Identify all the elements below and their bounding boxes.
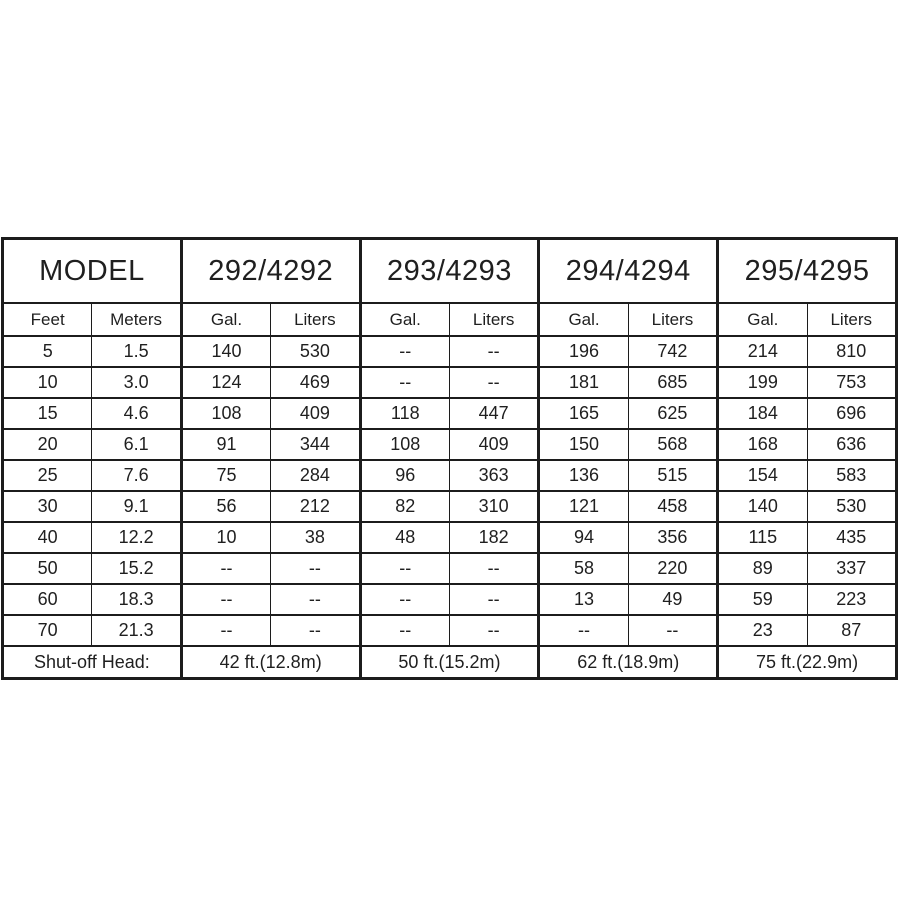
liters-cell: 49 (628, 584, 717, 615)
liters-cell: 435 (807, 522, 896, 553)
feet-header: Feet (3, 303, 92, 336)
model-293-header: 293/4293 (360, 239, 539, 304)
model-292-header: 292/4292 (181, 239, 360, 304)
feet-cell: 20 (3, 429, 92, 460)
feet-cell: 30 (3, 491, 92, 522)
model-295-header: 295/4295 (718, 239, 897, 304)
gal-header-292: Gal. (181, 303, 270, 336)
gal-cell: 154 (718, 460, 807, 491)
gal-cell: 75 (181, 460, 270, 491)
gal-cell: 115 (718, 522, 807, 553)
meters-cell: 4.6 (92, 398, 181, 429)
shutoff-label: Shut-off Head: (3, 646, 182, 679)
gal-cell: -- (181, 584, 270, 615)
gal-cell: 48 (360, 522, 449, 553)
shutoff-value-293: 50 ft.(15.2m) (360, 646, 539, 679)
gal-header-294: Gal. (539, 303, 628, 336)
liters-header-293: Liters (449, 303, 538, 336)
liters-cell: 636 (807, 429, 896, 460)
gal-cell: 184 (718, 398, 807, 429)
table-row (3, 367, 897, 398)
gal-cell: 199 (718, 367, 807, 398)
gal-cell: 121 (539, 491, 628, 522)
feet-cell: 60 (3, 584, 92, 615)
liters-cell: -- (449, 584, 538, 615)
gal-cell: 136 (539, 460, 628, 491)
liters-cell: 625 (628, 398, 717, 429)
table-row (3, 522, 897, 553)
gal-cell: 59 (718, 584, 807, 615)
liters-cell: 356 (628, 522, 717, 553)
feet-cell: 10 (3, 367, 92, 398)
pump-capacity-table (1, 237, 898, 680)
liters-cell: 696 (807, 398, 896, 429)
liters-cell: 310 (449, 491, 538, 522)
gal-cell: 91 (181, 429, 270, 460)
liters-cell: 409 (449, 429, 538, 460)
liters-cell: -- (449, 336, 538, 367)
liters-cell: 38 (271, 522, 360, 553)
gal-cell: 10 (181, 522, 270, 553)
liters-cell: -- (271, 553, 360, 584)
gal-cell: 181 (539, 367, 628, 398)
liters-cell: 568 (628, 429, 717, 460)
table-row (3, 584, 897, 615)
liters-header-294: Liters (628, 303, 717, 336)
shutoff-row (3, 646, 897, 679)
liters-cell: -- (271, 615, 360, 646)
liters-cell: -- (449, 615, 538, 646)
gal-cell: 13 (539, 584, 628, 615)
liters-cell: 337 (807, 553, 896, 584)
meters-cell: 6.1 (92, 429, 181, 460)
liters-cell: 530 (807, 491, 896, 522)
gal-header-293: Gal. (360, 303, 449, 336)
gal-cell: 140 (718, 491, 807, 522)
liters-cell: 87 (807, 615, 896, 646)
liters-cell: -- (628, 615, 717, 646)
liters-cell: -- (271, 584, 360, 615)
liters-cell: 363 (449, 460, 538, 491)
feet-cell: 50 (3, 553, 92, 584)
feet-cell: 5 (3, 336, 92, 367)
liters-cell: 458 (628, 491, 717, 522)
liters-cell: 810 (807, 336, 896, 367)
liters-cell: 583 (807, 460, 896, 491)
gal-cell: 118 (360, 398, 449, 429)
liters-cell: 530 (271, 336, 360, 367)
meters-cell: 1.5 (92, 336, 181, 367)
gal-cell: 96 (360, 460, 449, 491)
gal-cell: 94 (539, 522, 628, 553)
liters-cell: 220 (628, 553, 717, 584)
meters-cell: 3.0 (92, 367, 181, 398)
liters-cell: 753 (807, 367, 896, 398)
feet-cell: 25 (3, 460, 92, 491)
gal-cell: -- (360, 584, 449, 615)
gal-cell: -- (360, 336, 449, 367)
gal-cell: 89 (718, 553, 807, 584)
liters-cell: 742 (628, 336, 717, 367)
liters-header-292: Liters (271, 303, 360, 336)
units-header-row (3, 303, 897, 336)
meters-cell: 12.2 (92, 522, 181, 553)
gal-header-295: Gal. (718, 303, 807, 336)
liters-cell: 469 (271, 367, 360, 398)
table-body (3, 336, 897, 646)
model-294-header: 294/4294 (539, 239, 718, 304)
gal-cell: 108 (181, 398, 270, 429)
liters-cell: 409 (271, 398, 360, 429)
liters-cell: 344 (271, 429, 360, 460)
liters-cell: 284 (271, 460, 360, 491)
liters-cell: 182 (449, 522, 538, 553)
gal-cell: -- (360, 615, 449, 646)
model-header-row (3, 239, 897, 304)
gal-cell: 56 (181, 491, 270, 522)
gal-cell: 196 (539, 336, 628, 367)
meters-cell: 7.6 (92, 460, 181, 491)
gal-cell: 23 (718, 615, 807, 646)
shutoff-value-292: 42 ft.(12.8m) (181, 646, 360, 679)
gal-cell: 214 (718, 336, 807, 367)
gal-cell: -- (360, 553, 449, 584)
table-row (3, 398, 897, 429)
gal-cell: 168 (718, 429, 807, 460)
gal-cell: -- (181, 553, 270, 584)
gal-cell: 150 (539, 429, 628, 460)
gal-cell: -- (181, 615, 270, 646)
feet-cell: 15 (3, 398, 92, 429)
feet-cell: 40 (3, 522, 92, 553)
table-row (3, 553, 897, 584)
liters-cell: 223 (807, 584, 896, 615)
liters-cell: 447 (449, 398, 538, 429)
meters-cell: 21.3 (92, 615, 181, 646)
table-row (3, 336, 897, 367)
meters-cell: 18.3 (92, 584, 181, 615)
gal-cell: 108 (360, 429, 449, 460)
shutoff-value-294: 62 ft.(18.9m) (539, 646, 718, 679)
meters-header: Meters (92, 303, 181, 336)
liters-cell: -- (449, 553, 538, 584)
table-row (3, 491, 897, 522)
liters-cell: -- (449, 367, 538, 398)
liters-header-295: Liters (807, 303, 896, 336)
gal-cell: -- (360, 367, 449, 398)
gal-cell: -- (539, 615, 628, 646)
feet-cell: 70 (3, 615, 92, 646)
gal-cell: 124 (181, 367, 270, 398)
shutoff-value-295: 75 ft.(22.9m) (718, 646, 897, 679)
gal-cell: 165 (539, 398, 628, 429)
liters-cell: 212 (271, 491, 360, 522)
gal-cell: 58 (539, 553, 628, 584)
liters-cell: 515 (628, 460, 717, 491)
table-row (3, 429, 897, 460)
meters-cell: 9.1 (92, 491, 181, 522)
table-row (3, 460, 897, 491)
table-row (3, 615, 897, 646)
model-header-label: MODEL (3, 239, 182, 304)
gal-cell: 140 (181, 336, 270, 367)
meters-cell: 15.2 (92, 553, 181, 584)
gal-cell: 82 (360, 491, 449, 522)
liters-cell: 685 (628, 367, 717, 398)
